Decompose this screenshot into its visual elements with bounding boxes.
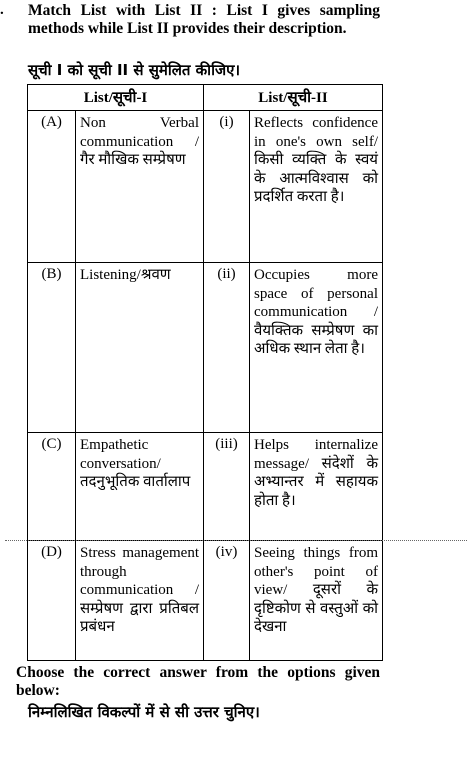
- table-row: [28, 111, 383, 263]
- list-2-header: List/सूची-II: [204, 85, 383, 111]
- table-row: [28, 433, 383, 541]
- list-2-label: (i): [204, 111, 250, 263]
- list-1-item: Empathetic conversation/ तदनुभूतिक वार्तालाप: [76, 433, 204, 541]
- list-1-label: (D): [28, 541, 76, 661]
- list-1-label: (C): [28, 433, 76, 541]
- question-number: .: [0, 2, 4, 18]
- list-1-item: Stress management through communication / सम्प्रेषण द्वारा प्रतिबल प्रबंधन: [76, 541, 204, 661]
- page-break-dotted-line: [5, 540, 467, 541]
- list-1-header: List/सूची-I: [28, 85, 204, 111]
- match-table: [27, 84, 383, 661]
- list-1-item: Listening/श्रवण: [76, 263, 204, 433]
- instruction-english: Choose the correct answer from the options given below:: [16, 664, 380, 699]
- list-2-label: (ii): [204, 263, 250, 433]
- question-text-hindi: सूची I को सूची II से सुमेलित कीजिए।: [28, 61, 241, 79]
- list-2-label: (iv): [204, 541, 250, 661]
- table-row: [28, 541, 383, 661]
- instruction-hindi: निम्नलिखित विकल्पों में से सी उत्तर चुनिए।: [28, 703, 260, 721]
- table-row: [28, 263, 383, 433]
- list-2-item: Occupies more space of personal communication / वैयक्तिक सम्प्रेषण का अधिक स्थान लेता है।: [250, 263, 383, 433]
- question-text-english: Match List with List II : List I gives sampling methods while List II provides their description.: [28, 2, 380, 37]
- list-2-item: Helps internalize message/ संदेशों के अभ्यान्तर में सहायक होता है।: [250, 433, 383, 541]
- list-2-item: Reflects confidence in one's own self/ किसी व्यक्ति के स्वयं के आत्मविश्वास को प्रदर्शित करता है।: [250, 111, 383, 263]
- list-1-item: Non Verbal communication / गैर मौखिक सम्प्रेषण: [76, 111, 204, 263]
- list-1-label: (B): [28, 263, 76, 433]
- list-2-label: (iii): [204, 433, 250, 541]
- list-2-item: Seeing things from other's point of view/ दूसरों के दृष्टिकोण से वस्तुओं को देखना: [250, 541, 383, 661]
- list-1-label: (A): [28, 111, 76, 263]
- table-header-row: [28, 85, 383, 111]
